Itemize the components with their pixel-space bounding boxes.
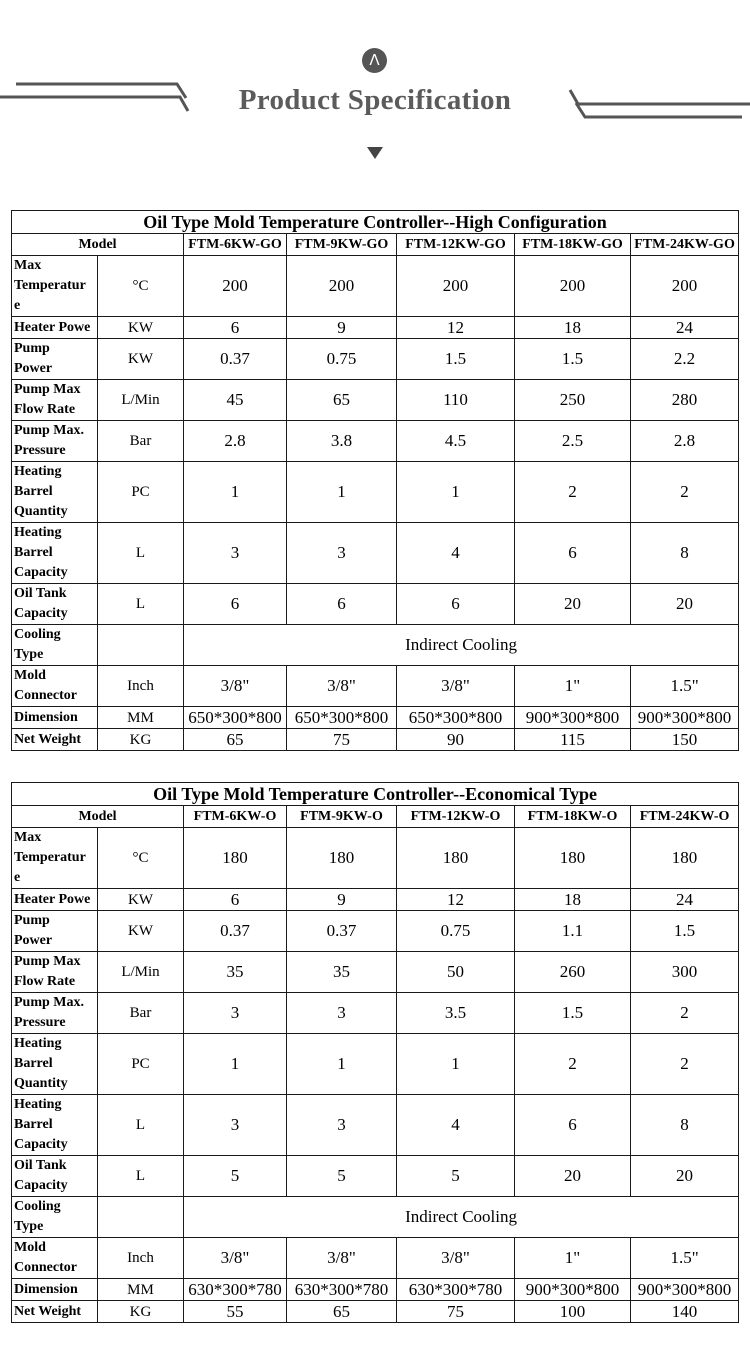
spec-table-high-configuration xyxy=(11,210,739,751)
row-value: 180 xyxy=(515,828,631,889)
row-value: 900*300*800 xyxy=(515,707,631,729)
row-label-line: Temperatur xyxy=(14,278,86,293)
row-value: 200 xyxy=(397,256,515,317)
row-value: 3/8" xyxy=(184,1238,287,1279)
row-unit: KW xyxy=(98,317,184,339)
row-value: 3 xyxy=(184,523,287,584)
table-title: Oil Type Mold Temperature Controller--High Configuration xyxy=(12,211,739,234)
row-unit: L xyxy=(98,523,184,584)
row-value: 24 xyxy=(631,889,739,911)
row-value: 5 xyxy=(397,1156,515,1197)
row-label xyxy=(12,421,98,462)
row-value: 6 xyxy=(184,889,287,911)
row-value: 3.5 xyxy=(397,993,515,1034)
row-value: 2.8 xyxy=(631,421,739,462)
table-title: Oil Type Mold Temperature Controller--Economical Type xyxy=(12,783,739,806)
row-label xyxy=(12,828,98,889)
row-label-line: Heating xyxy=(14,464,62,479)
row-value: 115 xyxy=(515,729,631,751)
row-unit xyxy=(98,1197,184,1238)
row-label-line: Temperatur xyxy=(14,850,86,865)
row-value: 4 xyxy=(397,1095,515,1156)
row-label xyxy=(12,952,98,993)
row-value: 75 xyxy=(397,1301,515,1323)
row-label xyxy=(12,666,98,707)
row-value: 140 xyxy=(631,1301,739,1323)
row-value: 2 xyxy=(515,462,631,523)
row-value: 1.5 xyxy=(515,993,631,1034)
row-value: 24 xyxy=(631,317,739,339)
row-label-line: Pump Max. xyxy=(14,995,84,1010)
row-label-line: Net Weight xyxy=(14,731,82,747)
row-value: 12 xyxy=(397,889,515,911)
row-label xyxy=(12,584,98,625)
row-label-line: Barrel xyxy=(14,484,53,499)
row-value: 3 xyxy=(287,1095,397,1156)
row-unit: MM xyxy=(98,707,184,729)
row-value: 2 xyxy=(515,1034,631,1095)
row-value: 3 xyxy=(287,523,397,584)
row-span-value: Indirect Cooling xyxy=(184,1197,739,1238)
row-value: 18 xyxy=(515,889,631,911)
model-name: FTM-12KW-O xyxy=(397,806,515,828)
model-label: Model xyxy=(12,234,184,256)
row-value: 650*300*800 xyxy=(287,707,397,729)
row-value: 45 xyxy=(184,380,287,421)
row-label-line: Cooling xyxy=(14,627,61,642)
row-label-line: Barrel xyxy=(14,1117,53,1132)
row-label-line: e xyxy=(14,298,21,313)
row-label-line: Capacity xyxy=(14,1137,68,1152)
row-value: 900*300*800 xyxy=(631,707,739,729)
row-label-line: Pressure xyxy=(14,1015,66,1030)
row-unit: L xyxy=(98,1095,184,1156)
row-value: 20 xyxy=(515,1156,631,1197)
row-value: 3/8" xyxy=(184,666,287,707)
row-label xyxy=(12,1197,98,1238)
table-title-row xyxy=(12,783,739,806)
table-title-row xyxy=(12,211,739,234)
spec-row xyxy=(12,828,739,889)
row-label xyxy=(12,911,98,952)
row-value: 180 xyxy=(397,828,515,889)
row-label xyxy=(12,1034,98,1095)
row-unit: MM xyxy=(98,1279,184,1301)
row-label-line: Heating xyxy=(14,1036,62,1051)
model-name: FTM-24KW-GO xyxy=(631,234,739,256)
row-label-line: Flow Rate xyxy=(14,402,76,417)
row-unit xyxy=(98,625,184,666)
row-value: 180 xyxy=(287,828,397,889)
spec-row xyxy=(12,729,739,751)
row-value: 20 xyxy=(515,584,631,625)
spec-row xyxy=(12,1197,739,1238)
row-label xyxy=(12,1301,98,1323)
row-value: 75 xyxy=(287,729,397,751)
row-label-line: Quantity xyxy=(14,1076,68,1091)
row-value: 4 xyxy=(397,523,515,584)
row-value: 650*300*800 xyxy=(184,707,287,729)
row-unit: Inch xyxy=(98,1238,184,1279)
row-value: 110 xyxy=(397,380,515,421)
row-label-line: Oil Tank xyxy=(14,586,67,601)
row-value: 3 xyxy=(184,1095,287,1156)
row-label-line: Dimension xyxy=(14,709,78,725)
row-label-line: Pump xyxy=(14,913,50,928)
row-value: 6 xyxy=(184,317,287,339)
row-value: 1.5 xyxy=(397,339,515,380)
row-value: 2.2 xyxy=(631,339,739,380)
row-value: 65 xyxy=(287,1301,397,1323)
row-unit: Bar xyxy=(98,421,184,462)
row-label-line: Type xyxy=(14,647,44,662)
spec-row xyxy=(12,256,739,317)
row-label xyxy=(12,889,98,911)
row-value: 90 xyxy=(397,729,515,751)
spec-row xyxy=(12,993,739,1034)
row-value: 200 xyxy=(631,256,739,317)
row-value: 180 xyxy=(184,828,287,889)
row-value: 3 xyxy=(287,993,397,1034)
triangle-down-icon xyxy=(367,147,383,159)
row-label-line: Max xyxy=(14,258,42,273)
spec-row xyxy=(12,1279,739,1301)
model-header-row xyxy=(12,234,739,256)
row-value: 1 xyxy=(287,462,397,523)
row-unit: KW xyxy=(98,911,184,952)
row-value: 1 xyxy=(287,1034,397,1095)
spec-row xyxy=(12,666,739,707)
row-label-line: Heating xyxy=(14,525,62,540)
row-value: 1" xyxy=(515,1238,631,1279)
row-value: 3/8" xyxy=(397,666,515,707)
row-unit: KG xyxy=(98,729,184,751)
spec-row xyxy=(12,1034,739,1095)
row-label xyxy=(12,380,98,421)
model-header-row xyxy=(12,806,739,828)
model-name: FTM-6KW-GO xyxy=(184,234,287,256)
row-value: 3.8 xyxy=(287,421,397,462)
row-unit: L/Min xyxy=(98,380,184,421)
row-label-line: Max xyxy=(14,830,42,845)
row-value: 900*300*800 xyxy=(515,1279,631,1301)
row-label-line: Barrel xyxy=(14,1056,53,1071)
spec-table-economical-type xyxy=(11,782,739,1323)
row-value: 2 xyxy=(631,462,739,523)
row-label-line: Pump xyxy=(14,341,50,356)
row-value: 35 xyxy=(184,952,287,993)
row-label-line: Pump Max. xyxy=(14,423,84,438)
model-label: Model xyxy=(12,806,184,828)
row-label xyxy=(12,1279,98,1301)
row-unit: L xyxy=(98,1156,184,1197)
row-value: 0.75 xyxy=(287,339,397,380)
spec-row xyxy=(12,911,739,952)
spec-row xyxy=(12,889,739,911)
row-value: 630*300*780 xyxy=(184,1279,287,1301)
row-label-line: Power xyxy=(14,933,53,948)
row-value: 630*300*780 xyxy=(287,1279,397,1301)
row-span-value: Indirect Cooling xyxy=(184,625,739,666)
row-value: 20 xyxy=(631,1156,739,1197)
row-unit: Inch xyxy=(98,666,184,707)
row-value: 55 xyxy=(184,1301,287,1323)
model-name: FTM-6KW-O xyxy=(184,806,287,828)
row-label-line: Pump Max xyxy=(14,954,81,969)
row-value: 0.75 xyxy=(397,911,515,952)
row-value: 1.5 xyxy=(515,339,631,380)
row-value: 9 xyxy=(287,889,397,911)
spec-row xyxy=(12,584,739,625)
row-label xyxy=(12,1095,98,1156)
row-value: 50 xyxy=(397,952,515,993)
row-value: 1.5" xyxy=(631,666,739,707)
row-label-line: Quantity xyxy=(14,504,68,519)
row-label xyxy=(12,462,98,523)
row-label xyxy=(12,256,98,317)
row-value: 6 xyxy=(287,584,397,625)
spec-row xyxy=(12,1238,739,1279)
model-name: FTM-9KW-GO xyxy=(287,234,397,256)
row-value: 0.37 xyxy=(184,911,287,952)
spec-row xyxy=(12,462,739,523)
caret-up-icon: Λ xyxy=(362,48,387,73)
spec-row xyxy=(12,421,739,462)
row-label-line: Heating xyxy=(14,1097,62,1112)
row-value: 3/8" xyxy=(287,666,397,707)
row-label-line: Capacity xyxy=(14,1178,68,1193)
row-value: 1 xyxy=(397,462,515,523)
row-value: 20 xyxy=(631,584,739,625)
row-unit: L/Min xyxy=(98,952,184,993)
row-unit: L xyxy=(98,584,184,625)
row-label-line: Net Weight xyxy=(14,1303,82,1319)
row-value: 3/8" xyxy=(287,1238,397,1279)
row-label-line: Connector xyxy=(14,1260,77,1275)
row-value: 900*300*800 xyxy=(631,1279,739,1301)
row-value: 0.37 xyxy=(287,911,397,952)
row-value: 1.1 xyxy=(515,911,631,952)
model-name: FTM-12KW-GO xyxy=(397,234,515,256)
row-label xyxy=(12,1156,98,1197)
model-name: FTM-18KW-O xyxy=(515,806,631,828)
row-value: 1 xyxy=(184,462,287,523)
row-value: 6 xyxy=(515,523,631,584)
row-label-line: Oil Tank xyxy=(14,1158,67,1173)
row-value: 1.5 xyxy=(631,911,739,952)
row-value: 3/8" xyxy=(397,1238,515,1279)
row-value: 100 xyxy=(515,1301,631,1323)
row-value: 1 xyxy=(397,1034,515,1095)
spec-row xyxy=(12,625,739,666)
row-value: 6 xyxy=(515,1095,631,1156)
row-value: 8 xyxy=(631,1095,739,1156)
row-value: 2 xyxy=(631,1034,739,1095)
row-unit: KW xyxy=(98,889,184,911)
spec-row xyxy=(12,523,739,584)
row-value: 65 xyxy=(287,380,397,421)
row-unit: Bar xyxy=(98,993,184,1034)
row-value: 250 xyxy=(515,380,631,421)
row-label-line: Cooling xyxy=(14,1199,61,1214)
row-label-line: Dimension xyxy=(14,1281,78,1297)
spec-row xyxy=(12,952,739,993)
row-value: 2 xyxy=(631,993,739,1034)
row-value: 260 xyxy=(515,952,631,993)
spec-row xyxy=(12,380,739,421)
row-value: 12 xyxy=(397,317,515,339)
row-label-line: Capacity xyxy=(14,565,68,580)
spec-row xyxy=(12,339,739,380)
row-value: 2.8 xyxy=(184,421,287,462)
row-value: 6 xyxy=(184,584,287,625)
row-value: 1" xyxy=(515,666,631,707)
row-value: 200 xyxy=(287,256,397,317)
row-value: 18 xyxy=(515,317,631,339)
row-label-line: Heater Powe xyxy=(14,891,91,907)
row-label xyxy=(12,1238,98,1279)
row-label xyxy=(12,523,98,584)
row-value: 150 xyxy=(631,729,739,751)
row-label-line: Mold xyxy=(14,1240,46,1255)
row-value: 280 xyxy=(631,380,739,421)
row-unit: KG xyxy=(98,1301,184,1323)
row-label-line: Flow Rate xyxy=(14,974,76,989)
row-value: 3 xyxy=(184,993,287,1034)
row-value: 5 xyxy=(184,1156,287,1197)
row-label xyxy=(12,729,98,751)
row-value: 8 xyxy=(631,523,739,584)
row-unit: °C xyxy=(98,828,184,889)
row-label-line: e xyxy=(14,870,21,885)
row-unit: °C xyxy=(98,256,184,317)
row-value: 9 xyxy=(287,317,397,339)
row-value: 2.5 xyxy=(515,421,631,462)
row-label xyxy=(12,317,98,339)
row-label-line: Type xyxy=(14,1219,44,1234)
row-label-line: Connector xyxy=(14,688,77,703)
row-value: 180 xyxy=(631,828,739,889)
row-label-line: Capacity xyxy=(14,606,68,621)
row-unit: KW xyxy=(98,339,184,380)
row-value: 630*300*780 xyxy=(397,1279,515,1301)
row-value: 65 xyxy=(184,729,287,751)
row-value: 4.5 xyxy=(397,421,515,462)
row-label xyxy=(12,707,98,729)
row-value: 5 xyxy=(287,1156,397,1197)
row-label-line: Power xyxy=(14,361,53,376)
row-label-line: Heater Powe xyxy=(14,319,91,335)
row-label xyxy=(12,993,98,1034)
row-label-line: Mold xyxy=(14,668,46,683)
row-label xyxy=(12,625,98,666)
spec-row xyxy=(12,1301,739,1323)
row-value: 200 xyxy=(515,256,631,317)
model-name: FTM-24KW-O xyxy=(631,806,739,828)
row-unit: PC xyxy=(98,462,184,523)
spec-row xyxy=(12,1095,739,1156)
row-label-line: Pressure xyxy=(14,443,66,458)
row-value: 1.5" xyxy=(631,1238,739,1279)
row-value: 1 xyxy=(184,1034,287,1095)
model-name: FTM-9KW-O xyxy=(287,806,397,828)
row-label xyxy=(12,339,98,380)
page-title: Product Specification xyxy=(238,84,512,116)
spec-row xyxy=(12,707,739,729)
spec-row xyxy=(12,317,739,339)
model-name: FTM-18KW-GO xyxy=(515,234,631,256)
row-label-line: Pump Max xyxy=(14,382,81,397)
row-value: 0.37 xyxy=(184,339,287,380)
row-label-line: Barrel xyxy=(14,545,53,560)
row-value: 300 xyxy=(631,952,739,993)
spec-row xyxy=(12,1156,739,1197)
row-value: 200 xyxy=(184,256,287,317)
row-value: 6 xyxy=(397,584,515,625)
row-value: 650*300*800 xyxy=(397,707,515,729)
section-header xyxy=(0,0,750,180)
row-value: 35 xyxy=(287,952,397,993)
row-unit: PC xyxy=(98,1034,184,1095)
